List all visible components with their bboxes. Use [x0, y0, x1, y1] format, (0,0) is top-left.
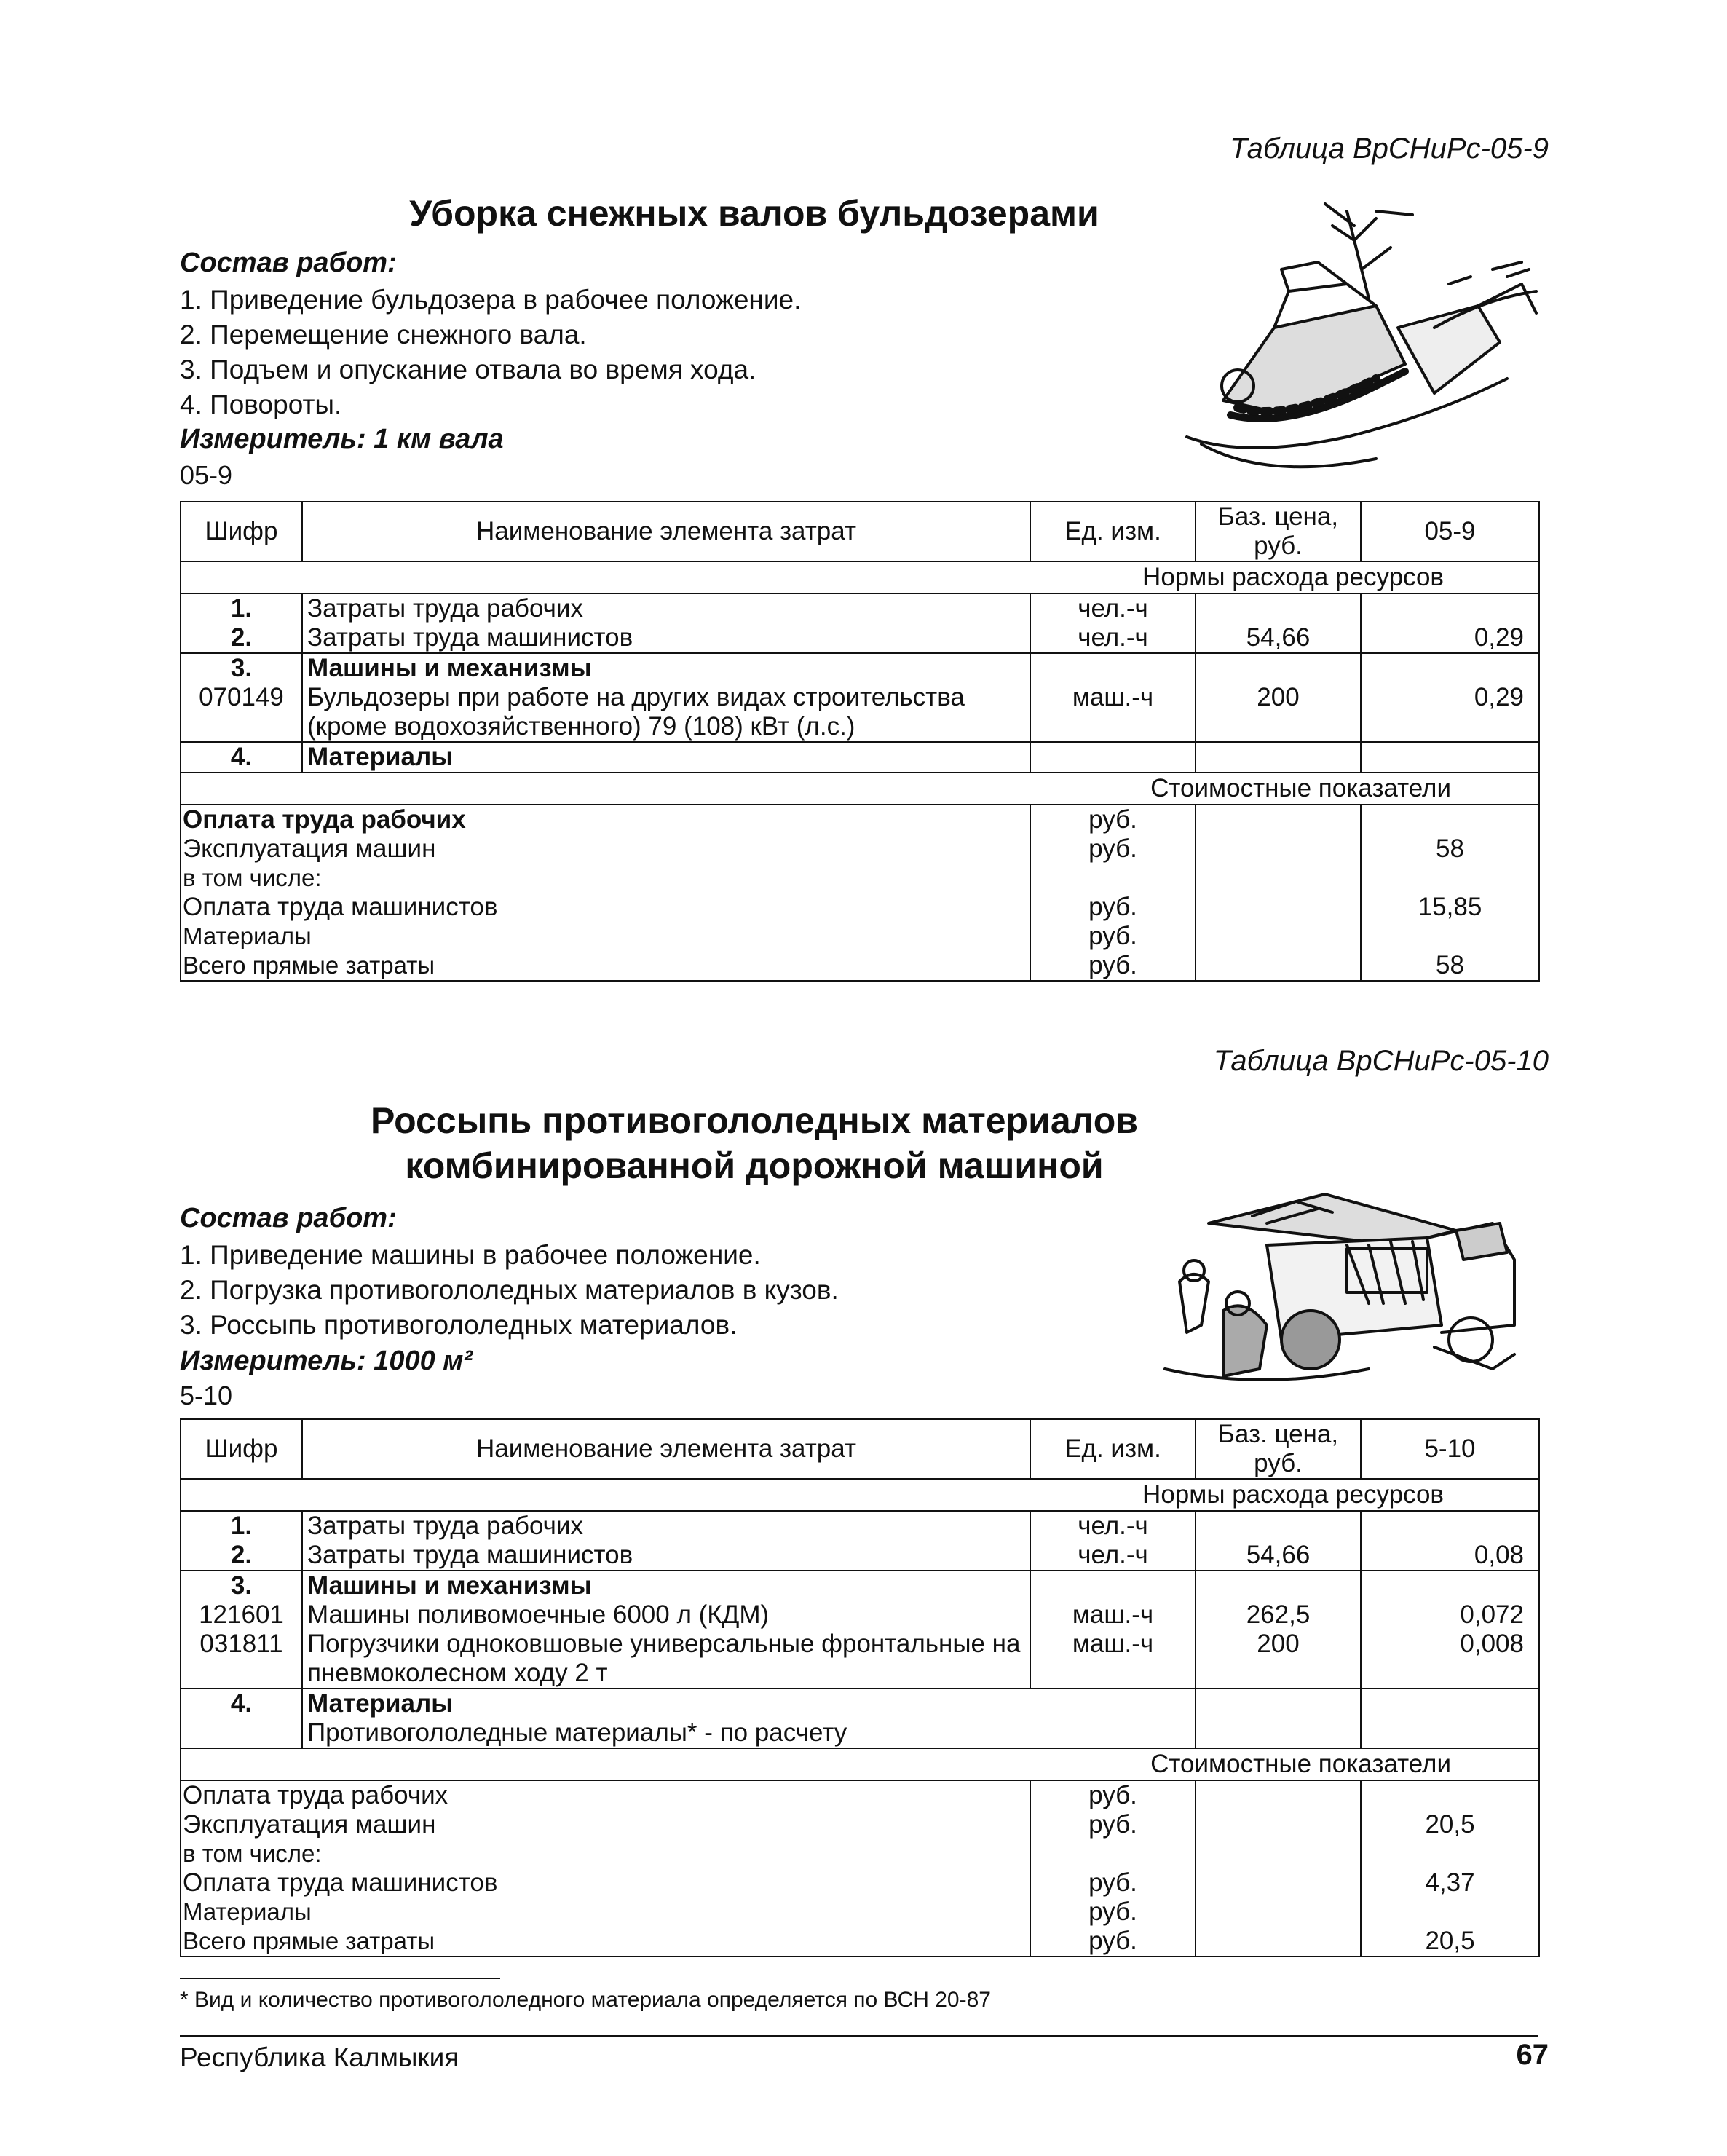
- table-code: 5-10: [180, 1381, 233, 1410]
- work-step: 1. Приведение бульдозера в рабочее положение.: [180, 285, 802, 315]
- header-price: Баз. цена, руб.: [1196, 1419, 1361, 1479]
- work-step: 2. Погрузка противогололедных материалов в кузов.: [180, 1275, 839, 1305]
- cost-unit: руб.: [1088, 1810, 1137, 1839]
- row-cipher: 1.: [230, 594, 253, 623]
- cost-unit: руб.: [1088, 1927, 1137, 1955]
- cost-name: Эксплуатация машин: [183, 1810, 436, 1839]
- row-name: Погрузчики одноковшовые универсальные фронтальные на пневмоколесном ходу 2 т: [307, 1630, 1021, 1687]
- cost-value: 58: [1436, 834, 1464, 863]
- section-title-line: Россыпь противогололедных материалов: [370, 1100, 1139, 1141]
- row-price: 262,5: [1246, 1600, 1311, 1629]
- work-step: 2. Перемещение снежного вала.: [180, 320, 587, 350]
- header-unit: Ед. изм.: [1030, 502, 1196, 561]
- row-unit: маш.-ч: [1072, 683, 1154, 711]
- table-code: 05-9: [180, 460, 233, 490]
- cost-value: 4,37: [1425, 1868, 1475, 1897]
- table-header-row: [181, 502, 1539, 561]
- cost-name: в том числе:: [183, 864, 322, 891]
- row-cipher: 4.: [181, 742, 302, 773]
- row-name: Машины и механизмы: [307, 1571, 592, 1600]
- cost-value: 20,5: [1425, 1927, 1475, 1955]
- section-title-line: комбинированной дорожной машиной: [405, 1145, 1104, 1186]
- cost-unit: руб.: [1088, 1781, 1137, 1809]
- row-cipher: 2.: [230, 1541, 253, 1569]
- row-price: 200: [1257, 1630, 1300, 1658]
- table-label: Таблица ВрСНиРс-05-9: [1230, 133, 1549, 165]
- cost-unit: руб.: [1088, 951, 1137, 979]
- cost-value: 15,85: [1418, 893, 1482, 921]
- row-price: 54,66: [1246, 1541, 1311, 1569]
- cost-band: Стоимостные показатели: [181, 1748, 1539, 1780]
- header-price: Баз. цена, руб.: [1196, 502, 1361, 561]
- cost-name: Всего прямые затраты: [183, 952, 435, 979]
- norms-table: [180, 1418, 1540, 1957]
- footnote: * Вид и количество противогололедного материала определяется по ВСН 20-87: [180, 1988, 991, 2012]
- row-cipher: 2.: [230, 623, 253, 652]
- work-step: 4. Повороты.: [180, 390, 342, 419]
- row-unit: чел.-ч: [1078, 623, 1148, 652]
- row-name-sub: Противогололедные материалы* - по расчету: [307, 1718, 847, 1747]
- table-label: Таблица ВрСНиРс-05-10: [1213, 1045, 1549, 1077]
- row-unit: маш.-ч: [1072, 1600, 1154, 1629]
- work-step: 3. Россыпь противогололедных материалов.: [180, 1310, 738, 1340]
- table-row: [181, 1571, 1539, 1689]
- row-name: Машины поливомоечные 6000 л (КДМ): [307, 1600, 770, 1629]
- bulldozer-sketch-icon: [1158, 197, 1551, 488]
- row-unit: чел.-ч: [1078, 1512, 1148, 1540]
- cost-value: 20,5: [1425, 1810, 1475, 1839]
- cost-name: Оплата труда рабочих: [183, 1781, 448, 1809]
- row-name: Затраты труда машинистов: [307, 1541, 633, 1569]
- row-name: Бульдозеры при работе на других видах строительства (кроме водохозяйственного) 79 (108) кВт (л.с.): [307, 683, 965, 741]
- cost-band-row: [181, 773, 1539, 805]
- footnote-rule: [180, 1978, 500, 1979]
- row-unit: маш.-ч: [1072, 1630, 1154, 1658]
- row-cipher: 121601: [199, 1600, 284, 1629]
- measure-unit: Измеритель: 1000 м²: [180, 1346, 473, 1376]
- cost-name: Материалы: [183, 923, 312, 949]
- header-code: 5-10: [1361, 1419, 1539, 1479]
- row-cipher: 031811: [199, 1630, 283, 1658]
- row-cipher: 070149: [199, 683, 284, 711]
- cost-unit: руб.: [1088, 893, 1137, 921]
- composition-heading: Состав работ:: [180, 248, 397, 278]
- table-row: [181, 593, 1539, 653]
- cost-name: Эксплуатация машин: [183, 834, 436, 863]
- row-price: 54,66: [1246, 623, 1311, 652]
- row-value: 0,008: [1460, 1630, 1524, 1658]
- cost-row: [181, 805, 1539, 981]
- row-cipher: 3.: [230, 1571, 253, 1600]
- table-row: [181, 1511, 1539, 1571]
- cost-name: Оплата труда машинистов: [183, 1868, 498, 1897]
- cost-unit: руб.: [1088, 834, 1137, 863]
- row-cipher: 4.: [181, 1689, 302, 1748]
- footer-rule: [180, 2035, 1538, 2037]
- section-title: [0, 1098, 1618, 1188]
- cost-band-row: [181, 1748, 1539, 1780]
- cost-name: Оплата труда рабочих: [183, 805, 466, 834]
- row-name: Машины и механизмы: [307, 654, 592, 682]
- row-unit: чел.-ч: [1078, 1541, 1148, 1569]
- row-value: 0,29: [1474, 683, 1524, 711]
- norms-band: Нормы расхода ресурсов: [181, 1479, 1539, 1511]
- work-steps: [180, 1238, 839, 1343]
- cost-name: в том числе:: [183, 1840, 322, 1867]
- cost-unit: руб.: [1088, 1898, 1137, 1926]
- row-unit: чел.-ч: [1078, 594, 1148, 623]
- row-value: 0,29: [1474, 623, 1524, 652]
- norms-band-row: [181, 1479, 1539, 1511]
- table-row: [181, 742, 1539, 773]
- composition-heading: Состав работ:: [180, 1203, 397, 1233]
- header-cipher: Шифр: [181, 502, 302, 561]
- work-step: 3. Подъем и опускание отвала во время хода.: [180, 355, 756, 384]
- cost-row: [181, 1780, 1539, 1956]
- row-cipher: 1.: [230, 1512, 253, 1540]
- cost-unit: руб.: [1088, 805, 1137, 834]
- row-name: Материалы: [302, 742, 1030, 773]
- measure-unit: Измеритель: 1 км вала: [180, 424, 504, 454]
- row-name: Затраты труда рабочих: [307, 594, 583, 623]
- section-title: Уборка снежных валов бульдозерами: [409, 193, 1099, 234]
- norms-band-row: [181, 561, 1539, 593]
- road-machine-sketch-icon: [1150, 1180, 1529, 1398]
- row-value: 0,08: [1474, 1541, 1524, 1569]
- page-number: 67: [1516, 2039, 1549, 2071]
- row-price: 200: [1257, 683, 1300, 711]
- work-step: 1. Приведение машины в рабочее положение.: [180, 1240, 761, 1270]
- header-name: Наименование элемента затрат: [302, 502, 1030, 561]
- row-cipher: 3.: [230, 654, 253, 682]
- header-name: Наименование элемента затрат: [302, 1419, 1030, 1479]
- row-name: Затраты труда рабочих: [307, 1512, 583, 1540]
- header-code: 05-9: [1361, 502, 1539, 561]
- row-name: Затраты труда машинистов: [307, 623, 633, 652]
- cost-name: Материалы: [183, 1898, 312, 1925]
- row-name: Материалы: [307, 1689, 454, 1718]
- table-row: [181, 1689, 1539, 1748]
- cost-name: Оплата труда машинистов: [183, 893, 498, 921]
- header-cipher: Шифр: [181, 1419, 302, 1479]
- row-value: 0,072: [1460, 1600, 1524, 1629]
- header-unit: Ед. изм.: [1030, 1419, 1196, 1479]
- work-steps: [180, 283, 801, 422]
- table-row: [181, 653, 1539, 742]
- cost-band: Стоимостные показатели: [181, 773, 1539, 805]
- norms-table: [180, 501, 1540, 982]
- footer-region: Республика Калмыкия: [180, 2042, 459, 2072]
- cost-unit: руб.: [1088, 922, 1137, 950]
- cost-value: 58: [1436, 951, 1464, 979]
- table-header-row: [181, 1419, 1539, 1479]
- cost-unit: руб.: [1088, 1868, 1137, 1897]
- norms-band: Нормы расхода ресурсов: [181, 561, 1539, 593]
- cost-name: Всего прямые затраты: [183, 1927, 435, 1954]
